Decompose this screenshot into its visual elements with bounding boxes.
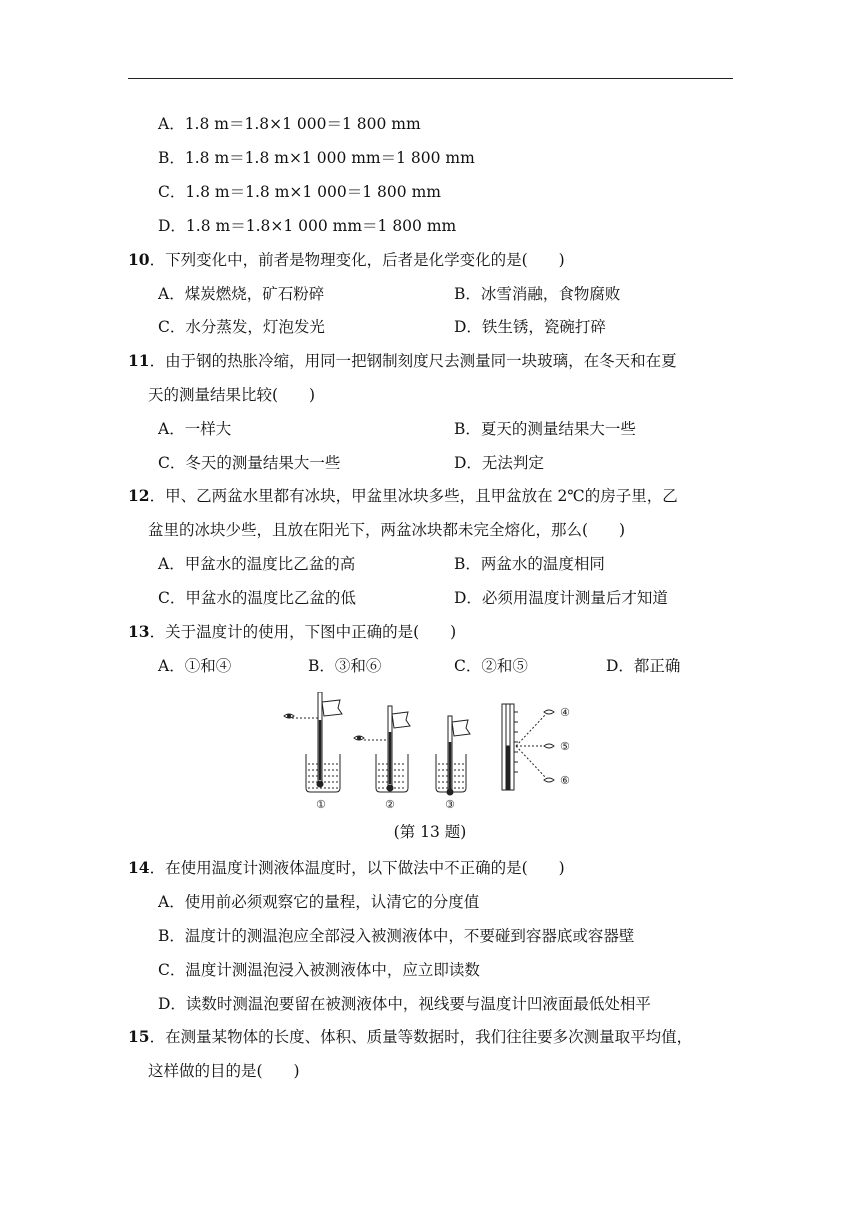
q14-option-c: C．温度计测温泡浸入被测液体中，应立即读数 bbox=[158, 961, 480, 979]
fig-label-6: ⑥ bbox=[560, 774, 570, 787]
q11-stem-text-1: ．由于钢的热胀冷缩，用同一把钢制刻度尺去测量同一块玻璃，在冬天和在夏 bbox=[149, 352, 677, 370]
q10-number: 10 bbox=[128, 250, 150, 269]
q11-option-a: A．一样大 bbox=[158, 420, 232, 438]
q10-stem bbox=[128, 248, 565, 270]
q13-option-a: A．①和④ bbox=[158, 657, 232, 675]
q12-stem bbox=[128, 484, 678, 506]
q9-option-a: A．1.8 m＝1.8×1 000＝1 800 mm bbox=[158, 115, 421, 133]
thermometer-figure bbox=[280, 692, 580, 810]
q10-option-c: C．水分蒸发，灯泡发光 bbox=[158, 318, 325, 336]
thermometer-scale bbox=[502, 704, 554, 790]
q12-option-c: C．甲盆水的温度比乙盆的低 bbox=[158, 589, 356, 607]
beaker-2 bbox=[354, 706, 410, 792]
figure-caption: (第 13 题) bbox=[393, 823, 467, 841]
q13-option-b: B．③和⑥ bbox=[308, 657, 382, 675]
q15-stem-text-2: 这样做的目的是( ) bbox=[148, 1062, 300, 1080]
q12-option-a: A．甲盆水的温度比乙盆的高 bbox=[158, 555, 356, 573]
fig-label-1: ① bbox=[316, 798, 326, 810]
q13-option-d: D．都正确 bbox=[606, 657, 681, 675]
q12-option-b: B．两盆水的温度相同 bbox=[454, 555, 605, 573]
beaker-3 bbox=[436, 716, 470, 795]
q13-option-c: C．②和⑤ bbox=[454, 657, 528, 675]
q11-option-b: B．夏天的测量结果大一些 bbox=[454, 420, 636, 438]
q14-stem-text: ．在使用温度计测液体温度时，以下做法中不正确的是( ) bbox=[149, 859, 565, 877]
q14-option-a: A．使用前必须观察它的量程，认清它的分度值 bbox=[158, 893, 480, 911]
q13-stem-text: ．关于温度计的使用，下图中正确的是( ) bbox=[149, 623, 457, 641]
q13-number: 13 bbox=[128, 622, 150, 641]
q10-option-d: D．铁生锈，瓷碗打碎 bbox=[454, 318, 606, 336]
q10-stem-text: ．下列变化中，前者是物理变化，后者是化学变化的是( ) bbox=[149, 251, 565, 269]
q14-option-b: B．温度计的测温泡应全部浸入被测液体中，不要碰到容器底或容器壁 bbox=[158, 927, 635, 945]
q12-stem-text-1: ．甲、乙两盆水里都有冰块，甲盆里冰块多些，且甲盆放在 2℃的房子里，乙 bbox=[149, 487, 678, 505]
q10-option-a: A．煤炭燃烧，矿石粉碎 bbox=[158, 285, 325, 303]
q15-stem-text-1: ．在测量某物体的长度、体积、质量等数据时，我们往往要多次测量取平均值， bbox=[149, 1028, 693, 1046]
fig-label-5: ⑤ bbox=[560, 740, 570, 753]
q11-stem-text-2: 天的测量结果比较( ) bbox=[148, 386, 316, 404]
q12-number: 12 bbox=[128, 486, 150, 505]
q15-stem bbox=[128, 1025, 692, 1047]
q14-number: 14 bbox=[128, 858, 150, 877]
q14-option-d: D．读数时测温泡要留在被测液体中，视线要与温度计凹液面最低处相平 bbox=[158, 995, 651, 1013]
q12-stem-text-2: 盆里的冰块少些，且放在阳光下，两盆冰块都未完全熔化，那么( ) bbox=[148, 521, 626, 539]
fig-label-4: ④ bbox=[560, 706, 570, 719]
q9-option-c: C．1.8 m＝1.8 m×1 000＝1 800 mm bbox=[158, 183, 441, 201]
q13-stem bbox=[128, 620, 456, 642]
q11-option-c: C．冬天的测量结果大一些 bbox=[158, 454, 341, 472]
q10-option-b: B．冰雪消融，食物腐败 bbox=[454, 285, 621, 303]
q14-stem bbox=[128, 856, 565, 878]
beaker-1 bbox=[284, 692, 342, 792]
q12-option-d: D．必须用温度计测量后才知道 bbox=[454, 589, 668, 607]
fig-label-3: ③ bbox=[445, 798, 455, 810]
header-rule bbox=[128, 78, 733, 79]
q11-option-d: D．无法判定 bbox=[454, 454, 544, 472]
q15-number: 15 bbox=[128, 1027, 150, 1046]
q11-stem bbox=[128, 349, 677, 371]
q11-number: 11 bbox=[128, 351, 150, 370]
fig-label-2: ② bbox=[385, 798, 395, 810]
q9-option-d: D．1.8 m＝1.8×1 000 mm＝1 800 mm bbox=[158, 217, 457, 235]
q9-option-b: B．1.8 m＝1.8 m×1 000 mm＝1 800 mm bbox=[158, 149, 475, 167]
